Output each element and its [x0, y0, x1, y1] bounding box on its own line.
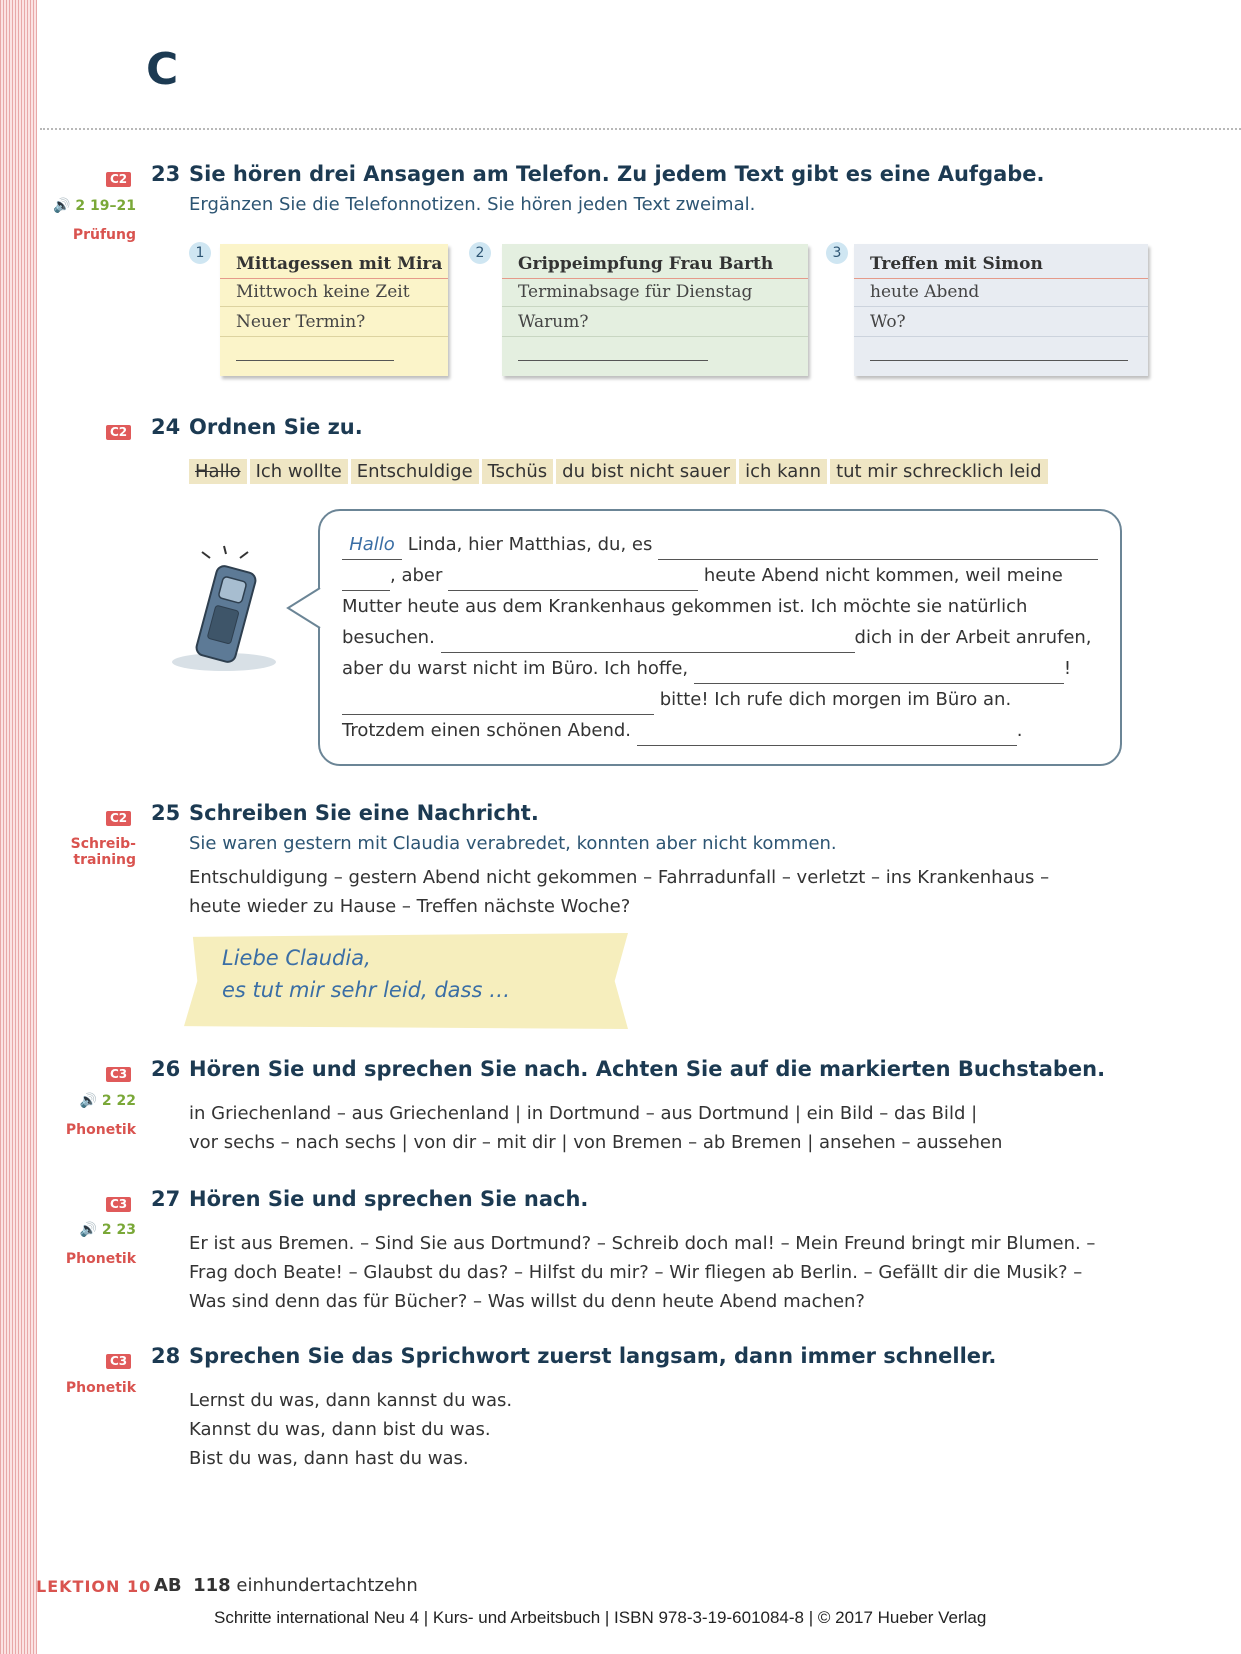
speech-bubble-tail: [286, 586, 322, 630]
ex25-label: Schreib- training: [70, 836, 136, 868]
note-answer-field[interactable]: [870, 360, 1128, 361]
ex27-audio[interactable]: 🔊 2 23: [79, 1222, 136, 1238]
footer-ab: AB: [154, 1575, 182, 1596]
message-text: .: [1016, 720, 1023, 741]
ex26-tag: C3: [106, 1063, 131, 1082]
ex28-number: 28: [151, 1344, 181, 1368]
note-answer-field[interactable]: [518, 360, 708, 361]
ex28-label: Phonetik: [65, 1380, 136, 1396]
ex24-number: 24: [151, 415, 181, 439]
word-option[interactable]: ich kann: [739, 459, 827, 484]
footer-credit: Schritte international Neu 4 | Kurs- und Arbeitsbuch | ISBN 978-3-19-601084-8 | © 2017 Hueber Verlag: [214, 1608, 987, 1627]
word-option[interactable]: Ich wollte: [250, 459, 348, 484]
note-rule: [220, 336, 448, 337]
note-rule: [220, 306, 448, 307]
message-text: !: [1063, 658, 1072, 679]
answer-example[interactable]: Hallo: [342, 530, 402, 560]
footer-page-number: 118: [193, 1575, 231, 1596]
ex26-title: Hören Sie und sprechen Sie nach. Achten Sie auf die markierten Buchstaben.: [189, 1057, 1106, 1081]
note-number-1: 1: [189, 242, 211, 264]
note-rule: [854, 278, 1148, 279]
ex27-line-2: Frag doch Beate! – Glaubst du das? – Hilfst du mir? – Wir fliegen ab Berlin. – Gefällt dir die Musik? –: [189, 1262, 1083, 1283]
note-line-2: Neuer Termin?: [236, 312, 366, 332]
message-line-7: [342, 716, 1022, 746]
ex24-title: Ordnen Sie zu.: [189, 415, 363, 439]
word-option[interactable]: du bist nicht sauer: [556, 459, 736, 484]
phone-note-3: [854, 244, 1148, 376]
ex25-tag: C2: [106, 807, 131, 826]
ex25-number: 25: [151, 801, 181, 825]
ex23-label: Prüfung: [72, 227, 136, 243]
ex28-title: Sprechen Sie das Sprichwort zuerst langsam, dann immer schneller.: [189, 1344, 997, 1368]
answer-field[interactable]: [694, 654, 1064, 684]
footer-lesson: LEKTION 10: [36, 1577, 152, 1596]
ex26-label: Phonetik: [65, 1122, 136, 1138]
word-option[interactable]: Entschuldige: [351, 459, 479, 484]
ex27-label: Phonetik: [65, 1251, 136, 1267]
note-rule: [854, 336, 1148, 337]
message-line-5: [342, 654, 1071, 684]
ex23-instruction: Ergänzen Sie die Telefonnotizen. Sie hören jeden Text zweimal.: [189, 194, 756, 215]
message-text: dich in der Arbeit anrufen,: [854, 627, 1092, 648]
message-text: aber du warst nicht im Büro. Ich hoffe,: [342, 658, 689, 679]
speaker-icon: 🔊: [79, 1222, 98, 1238]
message-text: Linda, hier Matthias, du, es: [407, 534, 653, 555]
word-option[interactable]: tut mir schrecklich leid: [830, 459, 1048, 484]
message-line-2: [342, 561, 1063, 591]
note-heading: Grippeimpfung Frau Barth: [518, 254, 774, 274]
message-text: , aber: [390, 565, 443, 586]
page-margin-stripe: [0, 0, 37, 1654]
ex25-keywords-1: Entschuldigung – gestern Abend nicht gekommen – Fahrradunfall – verletzt – ins Krankenhaus –: [189, 867, 1050, 888]
answer-field[interactable]: [441, 623, 855, 653]
note-rule: [220, 278, 448, 279]
ex27-number: 27: [151, 1187, 181, 1211]
telephone-illustration: [164, 544, 284, 674]
word-option[interactable]: Hallo: [189, 459, 247, 484]
ex24-tag: C2: [106, 421, 131, 440]
ex28-line-1: Lernst du was, dann kannst du was.: [189, 1390, 513, 1411]
section-divider: [40, 128, 1241, 130]
word-bank: [189, 459, 1051, 484]
speaker-icon: 🔊: [79, 1093, 98, 1109]
ex23-number: 23: [151, 162, 181, 186]
note-rule: [854, 306, 1148, 307]
note-heading: Treffen mit Simon: [870, 254, 1043, 274]
note-line-2: Warum?: [518, 312, 589, 332]
note-number-2: 2: [469, 242, 491, 264]
message-text: besuchen.: [342, 627, 435, 648]
section-letter: C: [146, 44, 179, 95]
message-line-3: Mutter heute aus dem Krankenhaus gekommen ist. Ich möchte sie natürlich: [342, 596, 1028, 617]
note-rule: [502, 306, 808, 307]
ex26-number: 26: [151, 1057, 181, 1081]
ex23-title: Sie hören drei Ansagen am Telefon. Zu jedem Text gibt es eine Aufgabe.: [189, 162, 1045, 186]
answer-field[interactable]: [637, 716, 1017, 746]
handwriting-line-2: es tut mir sehr leid, dass …: [222, 978, 511, 1002]
note-line-1: heute Abend: [870, 282, 980, 302]
ex27-line-3: Was sind denn das für Bücher? – Was willst du denn heute Abend machen?: [189, 1291, 865, 1312]
ex23-tag: C2: [106, 168, 131, 187]
note-line-1: Terminabsage für Dienstag: [518, 282, 753, 302]
note-number-3: 3: [826, 242, 848, 264]
footer-page: [154, 1575, 418, 1596]
ex23-audio[interactable]: 🔊 2 19–21: [53, 198, 136, 214]
word-option[interactable]: Tschüs: [482, 459, 553, 484]
answer-field[interactable]: [658, 530, 1098, 560]
message-line-4: [342, 623, 1092, 653]
ex28-tag: C3: [106, 1350, 131, 1369]
ex27-tag: C3: [106, 1193, 131, 1212]
note-heading: Mittagessen mit Mira: [236, 254, 443, 274]
message-text: bitte! Ich rufe dich morgen im Büro an.: [659, 689, 1012, 710]
handwriting-line-1: Liebe Claudia,: [222, 946, 371, 970]
message-text: heute Abend nicht kommen, weil meine: [703, 565, 1063, 586]
note-line-2: Wo?: [870, 312, 906, 332]
ex28-line-3: Bist du was, dann hast du was.: [189, 1448, 469, 1469]
footer-page-word: einhundertachtzehn: [236, 1575, 418, 1596]
answer-field[interactable]: [448, 561, 698, 591]
speaker-icon: 🔊: [53, 198, 71, 214]
ex26-line-2: vor sechs – nach sechs | von dir – mit dir | von Bremen – ab Bremen | ansehen – aussehen: [189, 1132, 1003, 1153]
ex25-keywords-2: heute wieder zu Hause – Treffen nächste Woche?: [189, 896, 631, 917]
ex25-instruction: Sie waren gestern mit Claudia verabredet, konnten aber nicht kommen.: [189, 833, 837, 854]
answer-field[interactable]: [342, 685, 654, 715]
note-line-1: Mittwoch keine Zeit: [236, 282, 410, 302]
message-text: Trotzdem einen schönen Abend.: [342, 720, 631, 741]
ex27-title: Hören Sie und sprechen Sie nach.: [189, 1187, 589, 1211]
note-answer-field[interactable]: [236, 360, 394, 361]
note-rule: [502, 278, 808, 279]
ex28-line-2: Kannst du was, dann bist du was.: [189, 1419, 491, 1440]
ex25-title: Schreiben Sie eine Nachricht.: [189, 801, 539, 825]
ex26-audio[interactable]: 🔊 2 22: [79, 1093, 136, 1109]
message-line-1: [342, 530, 1098, 560]
message-line-6: [342, 685, 1011, 715]
ex27-line-1: Er ist aus Bremen. – Sind Sie aus Dortmund? – Schreib doch mal! – Mein Freund bringt mir Blumen. –: [189, 1233, 1096, 1254]
phone-note-2: [502, 244, 808, 376]
answer-field[interactable]: [342, 561, 390, 591]
phone-note-1: [220, 244, 448, 376]
ex26-line-1: in Griechenland – aus Griechenland | in Dortmund – aus Dortmund | ein Bild – das Bild |: [189, 1103, 978, 1124]
note-rule: [502, 336, 808, 337]
